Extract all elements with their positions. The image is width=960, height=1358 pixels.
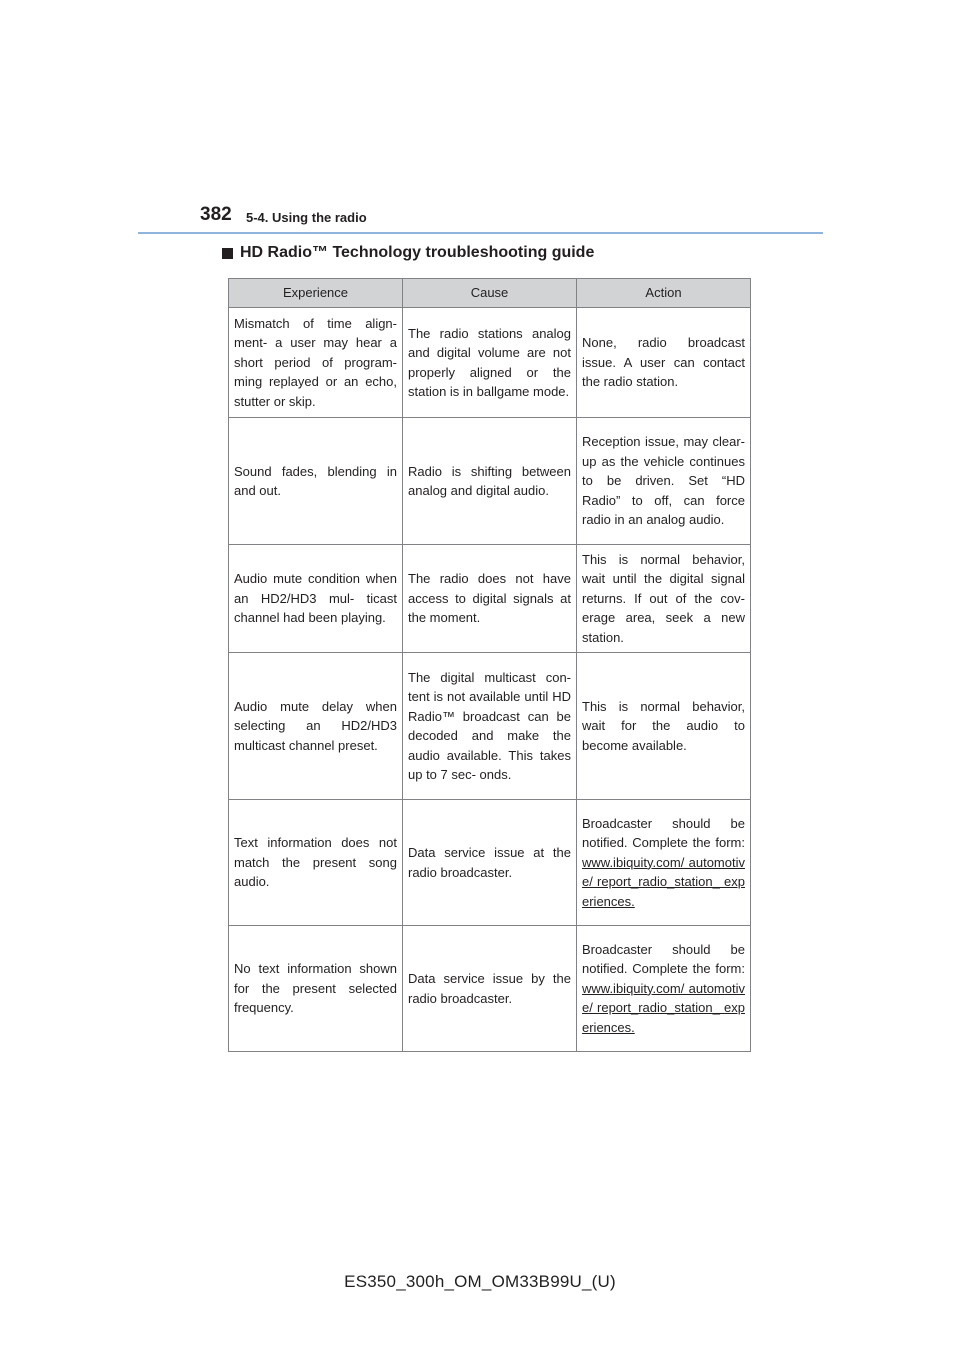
action-cell: Reception issue, may clear-up as the vehicle continues to be driven. Set “HD Radio” to off, can force radio in an analog audio. [577,418,751,545]
action-cell: This is normal behavior, wait until the digital signal returns. If out of the cov- erage area, seek a new station. [577,545,751,653]
experience-cell: Mismatch of time align- ment- a user may hear a short period of program- ming replayed or an echo, stutter or skip. [229,308,403,418]
header-rule [138,232,823,234]
experience-cell: Audio mute delay when selecting an HD2/HD3 multicast channel preset. [229,653,403,800]
square-bullet-icon [222,248,233,259]
table-row [229,800,751,926]
column-header-experience: Experience [229,279,403,308]
page-number: 382 [200,204,232,225]
experience-cell: Audio mute condition when an HD2/HD3 mul- ticast channel had been playing. [229,545,403,653]
action-text: Broadcaster should be notified. Complete the form: [582,941,745,977]
cause-cell: Radio is shifting between analog and digital audio. [403,418,577,545]
cause-cell: Data service issue at the radio broadcaster. [403,800,577,926]
experience-cell: No text information shown for the present selected frequency. [229,926,403,1052]
action-cell [577,926,751,1052]
action-cell: This is normal behavior, wait for the audio to become available. [577,653,751,800]
table-row [229,926,751,1052]
action-cell [577,800,751,926]
action-text: Broadcaster should be notified. Complete the form: [582,815,745,851]
cause-cell: The radio stations analog and digital volume are not properly aligned or the station is in ballgame mode. [403,308,577,418]
troubleshooting-table [228,278,751,1052]
table-row [229,653,751,800]
column-header-cause: Cause [403,279,577,308]
subsection-title: HD Radio™ Technology troubleshooting guide [240,244,595,261]
experience-cell: Text information does not match the present song audio. [229,800,403,926]
document-footer: ES350_300h_OM_OM33B99U_(U) [344,1272,616,1291]
table-row [229,545,751,653]
subsection-heading [222,244,594,262]
table-header-row [229,279,751,308]
cause-cell: The radio does not have access to digital signals at the moment. [403,545,577,653]
experience-cell: Sound fades, blending in and out. [229,418,403,545]
section-title: 5-4. Using the radio [246,210,367,225]
cause-cell: The digital multicast con- tent is not available until HD Radio™ broadcast can be decoded and make the audio available. This takes up to 7 sec- onds. [403,653,577,800]
cause-cell: Data service issue by the radio broadcaster. [403,926,577,1052]
table-row [229,418,751,545]
table-row [229,308,751,418]
report-link[interactable]: www.ibiquity.com/ automotive/ report_radio_station_ experiences. [582,980,745,1035]
report-link[interactable]: www.ibiquity.com/ automotive/ report_radio_station_ experiences. [582,854,745,909]
column-header-action: Action [577,279,751,308]
action-cell: None, radio broadcast issue. A user can contact the radio station. [577,308,751,418]
